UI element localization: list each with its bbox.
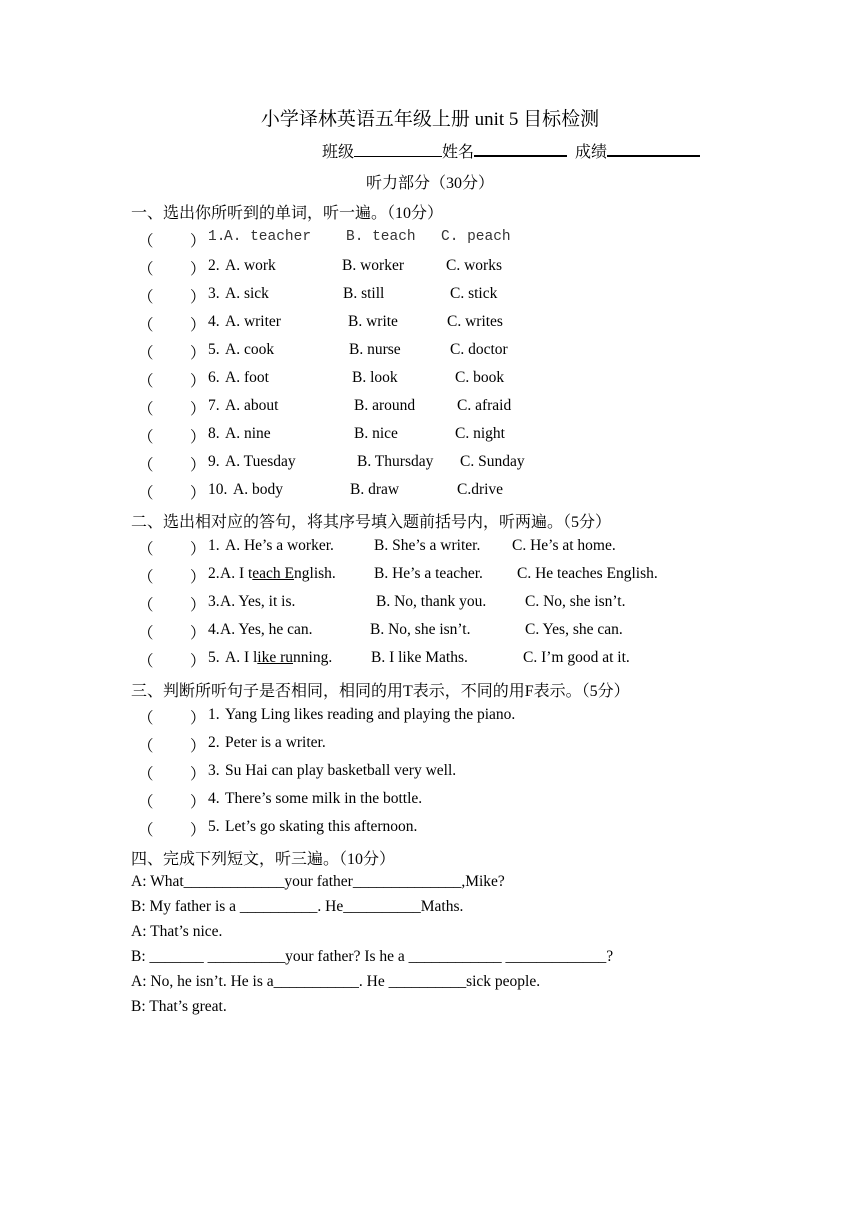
- dialogue-line: B: That’s great.: [131, 998, 227, 1015]
- option-c: C. No, she isn’t.: [525, 593, 626, 610]
- answer-paren-open: （: [138, 738, 154, 755]
- option-c: C. Sunday: [460, 453, 525, 470]
- option-b: B. I like Maths.: [371, 649, 468, 666]
- answer-paren-close[interactable]: ）: [190, 710, 206, 727]
- section1-heading: 一、选出你所听到的单词，听一遍。（10分）: [131, 205, 444, 222]
- section2-heading: 二、选出相对应的答句，将其序号填入题前括号内，听两遍。（5分）: [131, 514, 612, 531]
- item-number: 5.: [208, 818, 220, 835]
- answer-paren-close[interactable]: ）: [190, 429, 206, 446]
- option-a-part: nglish.: [294, 565, 336, 582]
- answer-paren-open: （: [138, 261, 154, 278]
- option-b: B. draw: [350, 481, 400, 498]
- answer-paren-open: （: [138, 569, 154, 586]
- section4-heading: 四、完成下列短文，听三遍。（10分）: [131, 851, 396, 868]
- answer-paren-close[interactable]: ）: [190, 261, 206, 278]
- answer-paren-open: （: [138, 597, 154, 614]
- option-c: C. doctor: [450, 341, 508, 358]
- statement-text: Su Hai can play basketball very well.: [225, 762, 457, 779]
- item-number: 4.: [208, 313, 220, 330]
- option-b: B. No, thank you.: [376, 593, 487, 610]
- statement-text: There’s some milk in the bottle.: [225, 790, 423, 807]
- option-c: C. I’m good at it.: [523, 649, 630, 666]
- answer-paren-close[interactable]: ）: [190, 373, 206, 390]
- option-a: [225, 649, 332, 667]
- option-b: B. No, she isn’t.: [370, 621, 471, 638]
- option-b: B. nice: [354, 425, 398, 442]
- item-number: 6.: [208, 369, 220, 386]
- answer-paren-open: （: [138, 541, 154, 558]
- answer-paren-open: （: [138, 457, 154, 474]
- answer-paren-close[interactable]: ）: [190, 766, 206, 783]
- option-a: A. about: [225, 397, 279, 414]
- statement-text: Let’s go skating this afternoon.: [225, 818, 418, 835]
- item-number: 2.: [208, 734, 220, 751]
- student-info-line: [322, 139, 700, 162]
- option-c: C. afraid: [457, 397, 512, 414]
- answer-paren-open: （: [138, 429, 154, 446]
- option-c: C. book: [455, 369, 505, 386]
- option-a-part: A. I t: [220, 565, 253, 582]
- name-blank[interactable]: [474, 141, 567, 157]
- option-a: A. body: [233, 481, 283, 498]
- option-a: A. foot: [225, 369, 269, 386]
- section3-heading: 三、判断所听句子是否相同，相同的用T表示，不同的用F表示。（5分）: [131, 683, 630, 700]
- option-a: A. sick: [225, 285, 269, 302]
- option-c: C.drive: [457, 481, 504, 498]
- item-number: 8.: [208, 425, 220, 442]
- option-a: A. nine: [225, 425, 271, 442]
- score-blank[interactable]: [607, 141, 700, 157]
- option-b: B. Thursday: [357, 453, 434, 470]
- score-label: 成绩: [575, 144, 608, 161]
- answer-paren-open: （: [138, 233, 154, 250]
- answer-paren-close[interactable]: ）: [190, 569, 206, 586]
- item-number: 4.: [208, 621, 220, 638]
- page-title: 小学译林英语五年级上册 unit 5 目标检测: [260, 109, 600, 130]
- option-c: C. peach: [441, 229, 511, 245]
- item-number: 3.: [208, 285, 220, 302]
- item-number: 3.: [208, 762, 220, 779]
- option-a: A. work: [225, 257, 276, 274]
- option-b: B. teach: [346, 229, 416, 245]
- option-a-underlined-part: each E: [252, 565, 295, 582]
- option-b: B. write: [348, 313, 398, 330]
- option-c: C. writes: [447, 313, 503, 330]
- option-a-part: nning.: [293, 649, 333, 666]
- answer-paren-open: （: [138, 289, 154, 306]
- dialogue-line: A: What_____________your father______________,Mike?: [131, 873, 505, 890]
- option-a: A. He’s a worker.: [225, 537, 334, 554]
- listening-header: 听力部分（30分）: [365, 175, 494, 192]
- dialogue-line: A: That’s nice.: [131, 923, 223, 940]
- item-number: 3.: [208, 593, 220, 610]
- option-b: B. around: [354, 397, 416, 414]
- dialogue-line: B: My father is a __________. He__________Maths.: [131, 898, 464, 915]
- option-b: B. look: [352, 369, 398, 386]
- option-a: A. Tuesday: [225, 453, 296, 470]
- option-a-underlined-part: ike ru: [257, 649, 294, 666]
- option-b: B. He’s a teacher.: [374, 565, 483, 582]
- answer-paren-open: （: [138, 710, 154, 727]
- answer-paren-close[interactable]: ）: [190, 541, 206, 558]
- answer-paren-close[interactable]: ）: [190, 794, 206, 811]
- item-number: 4.: [208, 790, 220, 807]
- item-number: 1.: [208, 706, 220, 723]
- answer-paren-close[interactable]: ）: [190, 822, 206, 839]
- option-c: C. Yes, she can.: [525, 621, 623, 638]
- item-number: 1.: [208, 229, 226, 245]
- class-blank[interactable]: [354, 142, 442, 157]
- answer-paren-close[interactable]: ）: [190, 597, 206, 614]
- answer-paren-open: （: [138, 766, 154, 783]
- answer-paren-open: （: [138, 317, 154, 334]
- item-number: 2.: [208, 565, 220, 582]
- answer-paren-close[interactable]: ）: [190, 653, 206, 670]
- answer-paren-close[interactable]: ）: [190, 738, 206, 755]
- answer-paren-close[interactable]: ）: [190, 457, 206, 474]
- answer-paren-open: （: [138, 485, 154, 502]
- option-b: B. still: [343, 285, 385, 302]
- option-c: C. night: [455, 425, 505, 442]
- item-number: 5.: [208, 341, 220, 358]
- answer-paren-close[interactable]: ）: [190, 317, 206, 334]
- dialogue-line: A: No, he isn’t. He is a___________. He __________sick people.: [131, 973, 541, 990]
- answer-paren-open: （: [138, 345, 154, 362]
- dialogue-line: B: _______ __________your father? Is he a ____________ _____________?: [131, 948, 614, 965]
- answer-paren-close[interactable]: ）: [190, 485, 206, 502]
- answer-paren-open: （: [138, 653, 154, 670]
- item-number: 9.: [208, 453, 220, 470]
- option-a: A. writer: [225, 313, 281, 330]
- option-a: [220, 565, 336, 583]
- statement-text: Peter is a writer.: [225, 734, 326, 751]
- item-number: 2.: [208, 257, 220, 274]
- option-a: A. Yes, he can.: [220, 621, 313, 638]
- answer-paren-open: （: [138, 794, 154, 811]
- option-b: B. nurse: [349, 341, 401, 358]
- name-label: 姓名: [442, 144, 475, 161]
- option-a-part: A. I l: [225, 649, 258, 666]
- option-a: A. Yes, it is.: [220, 593, 296, 610]
- option-b: B. worker: [342, 257, 404, 274]
- item-number: 5.: [208, 649, 220, 666]
- option-c: C. stick: [450, 285, 498, 302]
- item-number: 1.: [208, 537, 220, 554]
- option-b: B. She’s a writer.: [374, 537, 481, 554]
- class-label: 班级: [322, 144, 355, 161]
- option-a: A. cook: [225, 341, 275, 358]
- statement-text: Yang Ling likes reading and playing the piano.: [225, 706, 516, 723]
- answer-paren-close[interactable]: ）: [190, 345, 206, 362]
- answer-paren-open: （: [138, 373, 154, 390]
- option-a: A. teacher: [224, 229, 312, 245]
- answer-paren-close[interactable]: ）: [190, 233, 206, 250]
- answer-paren-open: （: [138, 822, 154, 839]
- item-number: 10.: [208, 481, 228, 498]
- option-c: C. He’s at home.: [512, 537, 616, 554]
- answer-paren-close[interactable]: ）: [190, 289, 206, 306]
- option-c: C. He teaches English.: [517, 565, 658, 582]
- item-number: 7.: [208, 397, 220, 414]
- answer-paren-close[interactable]: ）: [190, 401, 206, 418]
- answer-paren-close[interactable]: ）: [190, 625, 206, 642]
- answer-paren-open: （: [138, 401, 154, 418]
- option-c: C. works: [446, 257, 502, 274]
- answer-paren-open: （: [138, 625, 154, 642]
